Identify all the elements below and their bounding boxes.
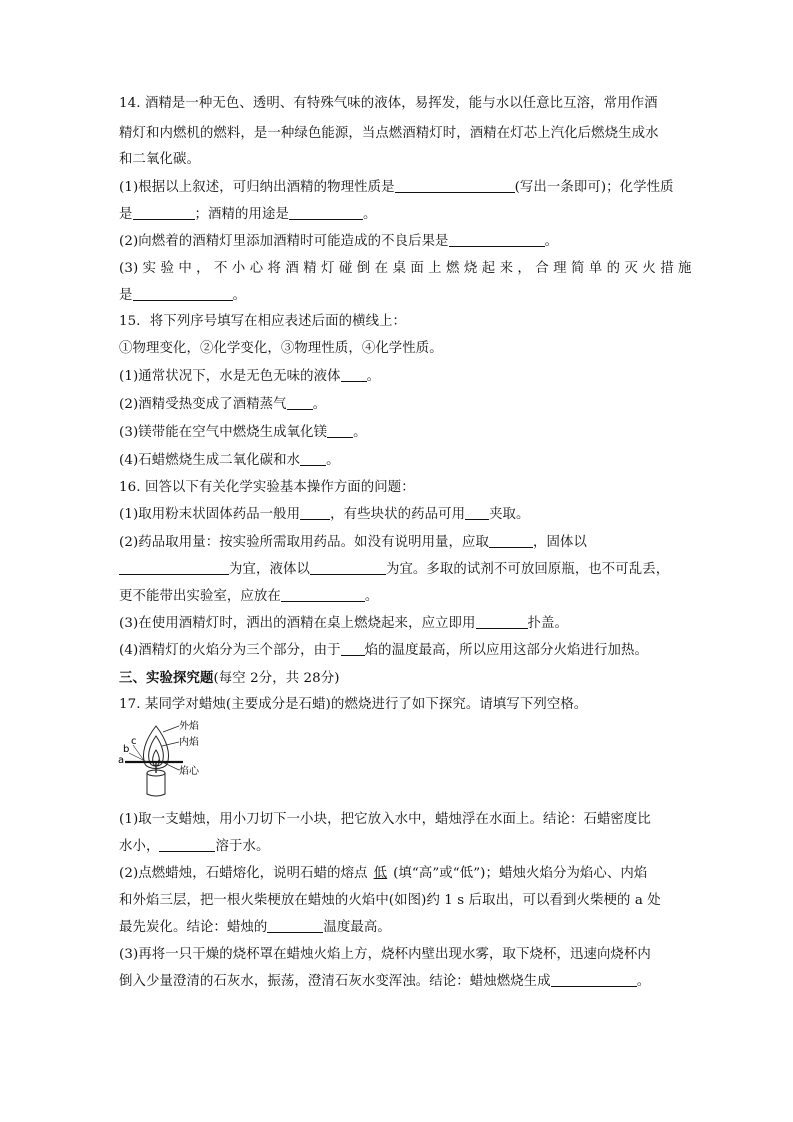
q16-part2-text-d: 为宜。多取的试剂不可放回原瓶，也不可乱丢， [385, 562, 670, 577]
answer-blank[interactable] [287, 395, 313, 410]
letter-a: a [118, 755, 125, 766]
q17-part1-line-2 [119, 837, 675, 857]
q14-part1-text-a: (1)根据以上叙述，可归纳出酒精的物理性质是 [119, 180, 395, 195]
answer-blank[interactable] [281, 587, 365, 602]
q16-part2-text-a: (2)药品取用量：按实验所需取用药品。如没有说明用量，应取 [119, 535, 490, 550]
q14-part2-line [119, 232, 675, 252]
label-outer-flame: 外焰 [179, 721, 199, 732]
q17-part2-line-2: 和外焰三层，把一根火柴梗放在蜡烛的火焰中(如图)约 1 s 后取出，可以看到火柴梗的 a 处 [119, 893, 661, 908]
q14-part3-text-b: 是 [119, 288, 133, 303]
answer-blank[interactable] [551, 972, 637, 987]
q16-part4 [119, 641, 675, 661]
q15-part1 [119, 367, 675, 387]
q16-part4-text-b: 焰的温度最高，所以应用这部分火焰进行加热。 [364, 643, 648, 658]
q14-part1-line-2 [119, 205, 675, 225]
q14-part3-line-1: (3) 实 验 中 ， 不 小 心 将 酒 精 灯 碰 倒 在 桌 面 上 燃 烧 起 来 ， 合 理 简 单 的 灭 火 措 施 [119, 261, 692, 276]
q17-part3-text-b: 倒入少量澄清的石灰水，振荡，澄清石灰水变浑浊。结论：蜡烛燃烧生成 [119, 974, 551, 989]
q14-part1-text-c: 是 [119, 207, 133, 222]
q16-part2-text-b: ，固体以 [533, 535, 587, 550]
answer-blank[interactable] [267, 918, 323, 933]
leader-line [163, 726, 179, 732]
candle-flame-figure [117, 718, 217, 798]
q17-part3-line-2 [119, 972, 675, 992]
q14-part1-text-e: 。 [362, 207, 377, 222]
q16-part2-text-c: 为宜，液体以 [229, 562, 310, 577]
q14-intro-line-2: 精灯和内燃机的燃料，是一种绿色能源，当点燃酒精灯时，酒精在灯芯上汽化后燃烧生成水 [119, 126, 659, 141]
answer-blank[interactable] [465, 505, 489, 520]
q16-part3 [119, 614, 675, 634]
q16-title: 16. 回答以下有关化学实验基本操作方面的问题： [119, 480, 415, 495]
q14-part1-text-b: (写出一条即可)；化学性质 [514, 180, 674, 195]
q14-intro-line-3: 和二氧化碳。 [119, 152, 200, 167]
leader-line [129, 753, 147, 762]
q16-part1 [119, 505, 675, 525]
q17-part1-text-c: 溶于水。 [215, 839, 270, 854]
answer-blank[interactable] [133, 286, 233, 301]
q15-part4-text: (4)石蜡燃烧生成二氧化碳和水 [119, 453, 301, 468]
q14-part2-text-b: 。 [544, 234, 559, 249]
q17-part1-line-1: (1)取一支蜡烛，用小刀切下一小块，把它放入水中，蜡烛浮在水面上。结论：石蜡密度比 [119, 812, 651, 827]
q17-part2-text-b: (填“高”或“低”)；蜡烛火焰分为焰心、内焰 [393, 866, 648, 881]
label-inner-flame: 内焰 [179, 737, 199, 748]
q15-part4 [119, 451, 675, 471]
q16-part2-line-2 [119, 560, 675, 580]
answer-blank[interactable] [300, 505, 330, 520]
q14-part1-line-1 [119, 178, 675, 198]
period: 。 [366, 369, 381, 384]
q17-part2-text-e: 温度最高。 [323, 920, 391, 935]
answer-blank[interactable] [289, 205, 363, 220]
period: 。 [326, 453, 340, 468]
q14-part3-line-2 [119, 286, 675, 306]
q16-part2-line-1 [119, 533, 675, 553]
q16-part2-line-3 [119, 587, 675, 607]
period: 。 [312, 397, 327, 412]
q15-part1-text: (1)通常状况下，水是无色无味的液体 [119, 369, 341, 384]
section-note: (每空 2分，共 28分) [213, 671, 340, 686]
q14-part2-text-a: (2)向燃着的酒精灯里添加酒精时可能造成的不良后果是 [119, 234, 449, 249]
letter-b: b [123, 744, 130, 755]
q17-part3-text-c: 。 [636, 974, 651, 989]
answer-blank[interactable] [133, 205, 195, 220]
q15-part3-text: (3)镁带能在空气中燃烧生成氧化镁 [119, 425, 328, 440]
answer-blank[interactable] [300, 451, 326, 466]
q14-part1-text-d: ；酒精的用途是 [194, 207, 289, 222]
label-flame-core: 焰心 [179, 766, 199, 777]
q15-part2-text: (2)酒精受热变成了酒精蒸气 [119, 397, 287, 412]
q16-part3-text-b: 扑盖。 [527, 616, 569, 631]
q17-part2-text-d: 最先炭化。结论：蜡烛的 [119, 920, 268, 935]
answer-blank[interactable] [327, 423, 353, 438]
section-title: 三、实验探究题 [119, 670, 214, 686]
q17-part2-text-a: (2)点燃蜡烛，石蜡熔化，说明石蜡的熔点 [119, 866, 368, 881]
q17-part2-line-1 [119, 864, 675, 884]
answer-blank[interactable] [341, 367, 367, 382]
q16-part1-text-c: 夹取。 [489, 507, 530, 522]
leader-line [162, 742, 179, 746]
answer-blank[interactable] [310, 560, 386, 575]
answer-blank[interactable] [449, 232, 545, 247]
q14-part3-text-c: 。 [232, 288, 246, 303]
q17-part1-text-b: 水小， [119, 839, 160, 854]
answer-blank[interactable] [489, 533, 533, 548]
answer-blank[interactable] [395, 178, 515, 193]
q14-intro-line-1: 14. 酒精是一种无色、透明、有特殊气味的液体，易挥发，能与水以任意比互溶，常用作酒 [119, 96, 658, 111]
answer-blank[interactable] [119, 560, 229, 575]
q15-part2 [119, 395, 675, 415]
q16-part2-text-f: 。 [364, 589, 379, 604]
q17-title: 17. 某同学对蜡烛(主要成分是石蜡)的燃烧进行了如下探究。请填写下列空格。 [119, 697, 588, 712]
q16-part1-text-b: ，有些块状的药品可用 [330, 507, 466, 522]
q15-options: ①物理变化，②化学变化，③物理性质，④化学性质。 [119, 341, 443, 356]
q15-title: 15．将下列序号填写在相应表述后面的横线上： [119, 314, 407, 329]
q16-part2-text-e: 更不能带出实验室，应放在 [119, 589, 281, 604]
period: 。 [353, 425, 367, 440]
q15-part3 [119, 423, 675, 443]
q17-part2-line-3 [119, 918, 675, 938]
letter-c: c [131, 736, 137, 747]
answer-blank[interactable] [476, 614, 528, 629]
q17-part3-line-1: (3)再将一只干燥的烧杯罩在蜡烛火焰上方，烧杯内壁出现水雾，取下烧杯，迅速向烧杯内 [119, 947, 651, 962]
q16-part4-text-a: (4)酒精灯的火焰分为三个部分，由于 [119, 643, 341, 658]
section-heading [119, 668, 675, 689]
candle-diagram [117, 718, 217, 798]
filled-answer: 低 [373, 866, 388, 881]
answer-blank[interactable] [159, 837, 215, 852]
answer-blank[interactable] [341, 641, 365, 656]
q16-part3-text-a: (3)在使用酒精灯时，洒出的酒精在桌上燃烧起来，应立即用 [119, 616, 476, 631]
q16-part1-text-a: (1)取用粉末状固体药品一般用 [119, 507, 301, 522]
